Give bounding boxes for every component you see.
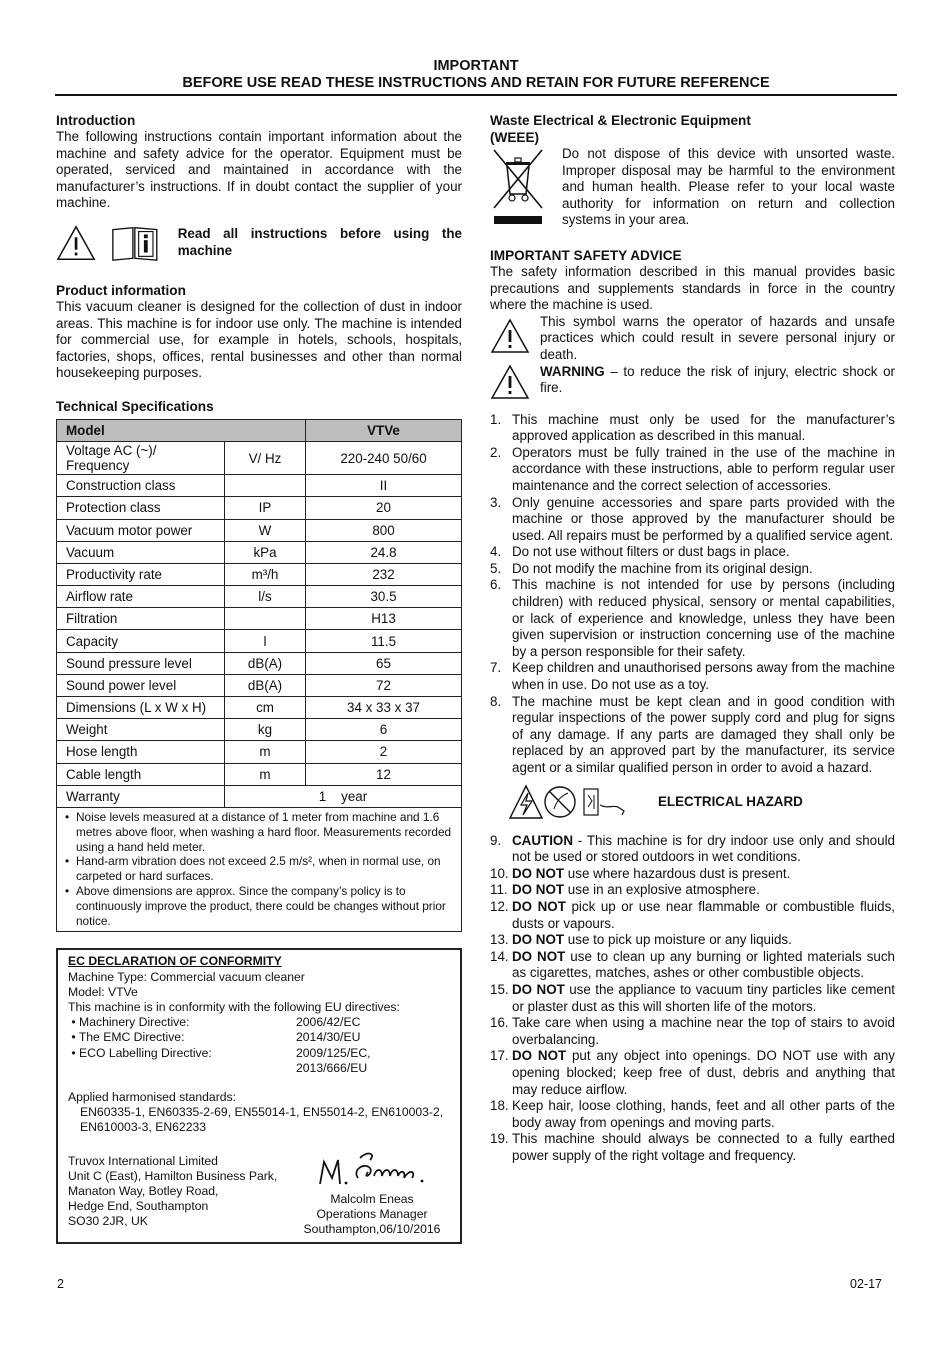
spec-value: 30.5 <box>306 586 462 608</box>
weee-row <box>490 146 895 229</box>
directive-row: 2013/666/EU <box>296 1060 368 1075</box>
safety-item-number: 14. <box>490 948 509 964</box>
safety-item <box>490 982 895 1015</box>
safety-item <box>490 445 895 495</box>
safety-item-body: use to clean up any burning or lighted materials such as cigarettes, matches, ashes or other combustible objects. <box>512 948 895 981</box>
spec-unit: m³/h <box>225 563 306 585</box>
safety-item <box>490 694 895 777</box>
spec-label: Vacuum motor power <box>57 519 225 541</box>
spec-row <box>57 519 462 541</box>
spec-label: Sound pressure level <box>57 652 225 674</box>
spec-row <box>57 475 462 497</box>
spec-value: 6 <box>306 719 462 741</box>
safety-item <box>490 932 895 949</box>
safety-item <box>490 949 895 982</box>
directive-row: • The EMC Directive: 2014/30/EU <box>68 1030 361 1045</box>
safety-item-text <box>512 694 895 777</box>
safety-item-body: use where hazardous dust is present. <box>564 865 791 881</box>
declaration-conformity: This machine is in conformity with the following EU directives: <box>68 999 400 1014</box>
spec-unit: m <box>225 741 306 763</box>
symbol-explanation-text: This symbol warns the operator of hazards and unsafe practices which could result in severe personal injury or death. <box>540 313 895 362</box>
electrical-hazard-icons <box>508 783 648 823</box>
safety-item <box>490 833 895 866</box>
read-instructions-text: Read all instructions before using the machine <box>177 226 462 258</box>
spec-warranty-row <box>57 785 462 807</box>
safety-item-text <box>512 495 895 545</box>
spec-value: 20 <box>306 497 462 519</box>
right-column <box>490 112 895 1164</box>
signatory-block: Malcolm Eneas Operations Manager Southampton,06/10/2016 <box>294 1148 450 1238</box>
header-instructions: BEFORE USE READ THESE INSTRUCTIONS AND RETAIN FOR FUTURE REFERENCE <box>182 75 770 91</box>
safety-item <box>490 899 895 932</box>
safety-item-emphasis: DO NOT <box>512 981 565 997</box>
safety-item-body: use to pick up moisture or any liquids. <box>564 932 792 948</box>
spec-header-model: Model <box>57 419 306 441</box>
spec-label: Airflow rate <box>57 586 225 608</box>
spec-value: 24.8 <box>306 541 462 563</box>
spec-header-row <box>57 419 462 441</box>
spec-value: 65 <box>306 652 462 674</box>
safety-item-body: use the appliance to vacuum tiny particles like cement or plaster dust as this will shorten life of the motors. <box>512 981 895 1014</box>
spec-row <box>57 541 462 563</box>
safety-item-body: Keep hair, loose clothing, hands, feet and all other parts of the body away from openings and moving parts. <box>512 1098 895 1130</box>
weee-subtitle: (WEEE) <box>490 130 540 145</box>
safety-item <box>490 1048 895 1098</box>
spec-row <box>57 630 462 652</box>
declaration-footer <box>68 1148 450 1238</box>
safety-item-body: This machine is not intended for use by persons (including children) with reduced physical, sensory or mental capabilities, or lack of experience and knowledge, unless they have been given supervision or instruction concerning use of the machine by a person responsible for their safety. <box>512 577 895 659</box>
spec-header-vtve: VTVe <box>306 419 462 441</box>
safety-item-body: Keep children and unauthorised persons away from the machine when in use. Do not use as a toy. <box>512 660 895 693</box>
document-code: 02-17 <box>850 1277 882 1291</box>
spec-row <box>57 497 462 519</box>
weee-title: Waste Electrical & Electronic Equipment <box>490 113 751 128</box>
safety-item-number: 7. <box>490 660 502 676</box>
safety-item <box>490 495 895 545</box>
safety-item-body: The machine must be kept clean and in good condition with regular inspections of the power supply cord and plug for signs of any damage. If any parts are damaged they shall only be replaced by an approved part by the manufacturer, its service agent or a similar qualified person in order to avoid a hazard. <box>512 693 895 775</box>
safety-item-text <box>512 577 895 660</box>
electrical-hazard-row <box>508 783 895 823</box>
safety-item-text <box>512 833 895 866</box>
spec-note: • Above dimensions are approx. Since the company’s policy is to continuously improve the product, there could be changes without prior notice. <box>65 883 446 928</box>
spec-label: Sound power level <box>57 674 225 696</box>
spec-unit: m <box>225 763 306 785</box>
declaration-machine-type: Machine Type: Commercial vacuum cleaner <box>68 969 305 984</box>
safety-item-number: 3. <box>490 494 502 510</box>
spec-value: II <box>306 475 462 497</box>
standards-title: Applied harmonised standards: <box>68 1089 237 1104</box>
safety-intro: The safety information described in this manual provides basic precautions and supplements standards in force in the country where the machine is used. <box>490 263 895 313</box>
safety-item-number: 1. <box>490 411 502 427</box>
warning-text: WARNING – to reduce the risk of injury, electric shock or fire. <box>540 363 895 396</box>
safety-item <box>490 1015 895 1048</box>
crossed-bin-icon <box>490 146 548 228</box>
safety-item-number: 9. <box>490 832 502 848</box>
safety-item-number: 4. <box>490 544 502 560</box>
safety-item-number: 13. <box>490 932 509 948</box>
spec-notes <box>56 808 462 932</box>
safety-item <box>490 1098 895 1131</box>
spec-unit <box>225 608 306 630</box>
safety-item-text <box>512 1131 895 1164</box>
spec-unit: IP <box>225 497 306 519</box>
spec-row <box>57 442 462 475</box>
safety-item <box>490 561 895 578</box>
safety-item-body: pick up or use near flammable or combustible fluids, dusts or vapours. <box>512 898 895 931</box>
spec-value: 11.5 <box>306 630 462 652</box>
safety-item-number: 11. <box>490 882 508 898</box>
safety-item-text <box>512 561 895 578</box>
spec-unit: kPa <box>225 541 306 563</box>
safety-item <box>490 577 895 660</box>
safety-item-text <box>512 982 895 1015</box>
safety-item <box>490 412 895 445</box>
directive-row: • Machinery Directive: 2006/42/EC <box>68 1015 361 1030</box>
spec-value: 2 <box>306 741 462 763</box>
safety-list-b <box>490 833 895 1165</box>
safety-item <box>490 882 895 899</box>
spec-value: 12 <box>306 763 462 785</box>
safety-item-emphasis: DO NOT <box>512 882 565 898</box>
ec-declaration-box <box>56 948 462 1244</box>
specs-title: Technical Specifications <box>56 398 214 414</box>
safety-item-body: This machine must only be used for the manufacturer’s approved application as described in this manual. <box>512 411 895 444</box>
safety-item <box>490 544 895 561</box>
safety-item-text <box>512 660 895 693</box>
safety-item-body: Do not use without filters or dust bags in place. <box>512 544 790 560</box>
spec-table <box>56 419 462 808</box>
spec-unit: W <box>225 519 306 541</box>
spec-unit: V/ Hz <box>225 442 306 475</box>
safety-item-emphasis: DO NOT <box>512 898 566 914</box>
spec-label: Construction class <box>57 475 225 497</box>
intro-title: Introduction <box>56 113 136 128</box>
spec-row <box>57 719 462 741</box>
safety-item-text <box>512 899 895 932</box>
safety-item-number: 18. <box>490 1098 509 1114</box>
safety-item-number: 10. <box>490 865 509 881</box>
header-rule <box>55 94 897 96</box>
electrical-hazard-label: ELECTRICAL HAZARD <box>658 794 803 810</box>
spec-value: 232 <box>306 563 462 585</box>
spec-label: Hose length <box>57 741 225 763</box>
safety-list-a <box>490 412 895 777</box>
spec-warranty-value: 1 year <box>225 785 462 807</box>
safety-item-text <box>512 1015 895 1048</box>
spec-label: Weight <box>57 719 225 741</box>
safety-item-emphasis: DO NOT <box>512 948 566 964</box>
warning-triangle-icon <box>56 224 96 262</box>
spec-value: 800 <box>306 519 462 541</box>
spec-unit: kg <box>225 719 306 741</box>
safety-item-text <box>512 1048 895 1098</box>
spec-label: Capacity <box>57 630 225 652</box>
document-header <box>55 58 897 92</box>
safety-item-number: 15. <box>490 981 509 997</box>
safety-item <box>490 1131 895 1164</box>
standards-list: EN60335-1, EN60335-2-69, EN55014-1, EN55014-2, EN610003-2, EN610003-3, EN62233 <box>80 1105 444 1135</box>
safety-item-number: 12. <box>490 898 509 914</box>
spec-label: Voltage AC (~)/ Frequency <box>57 442 225 475</box>
company-address: Truvox International Limited Unit C (East), Hamilton Business Park, Manaton Way, Botley Road, Hedge End, Southampton SO30 2JR, UK <box>68 1153 278 1229</box>
safety-item-number: 17. <box>490 1048 509 1064</box>
safety-item-body: Take care when using a machine near the top of stairs to avoid overbalancing. <box>512 1015 895 1047</box>
safety-item-number: 2. <box>490 444 502 460</box>
spec-row <box>57 563 462 585</box>
declaration-model: Model: VTVe <box>68 984 138 999</box>
spec-value: 220-240 50/60 <box>306 442 462 475</box>
safety-item-number: 16. <box>490 1015 509 1031</box>
spec-label: Productivity rate <box>57 563 225 585</box>
header-important: IMPORTANT <box>433 58 519 74</box>
spec-row <box>57 608 462 630</box>
safety-item-emphasis: DO NOT <box>512 932 565 948</box>
safety-item-body: - This machine is for dry indoor use only and should not be used or stored outdoors in wet conditions. <box>512 832 895 865</box>
product-text: This vacuum cleaner is designed for the collection of dust in indoor areas. This machine is for indoor use only. The machine is intended for commercial use, for example in hotels, schools, hospitals, factories, shops, offices, rental businesses and other than normal housekeeping purposes. <box>56 298 462 381</box>
product-title: Product information <box>56 282 186 298</box>
spec-value: H13 <box>306 608 462 630</box>
safety-item-emphasis: CAUTION <box>512 832 573 848</box>
spec-value: 34 x 33 x 37 <box>306 697 462 719</box>
safety-item-body: Operators must be fully trained in the use of the machine in accordance with these instructions, able to perform regular user maintenance and the correct selection of accessories. <box>512 444 895 493</box>
warning-row <box>490 364 895 400</box>
read-instructions-row <box>56 224 462 262</box>
spec-label: Filtration <box>57 608 225 630</box>
spec-row <box>57 697 462 719</box>
manual-book-icon <box>110 224 160 262</box>
safety-item-text <box>512 949 895 982</box>
spec-label: Cable length <box>57 763 225 785</box>
spec-unit: cm <box>225 697 306 719</box>
symbol-explanation-row <box>490 314 895 364</box>
safety-item-text <box>512 445 895 495</box>
safety-title: IMPORTANT SAFETY ADVICE <box>490 247 682 263</box>
weee-text: Do not dispose of this device with unsorted waste. Improper disposal may be harmful to the environment and human health. Please refer to your local waste authority for information on return and collection systems in your area. <box>562 146 895 228</box>
spec-value: 72 <box>306 674 462 696</box>
spec-unit <box>225 475 306 497</box>
spec-row <box>57 674 462 696</box>
directive-row: • ECO Labelling Directive: 2009/125/EC, <box>68 1045 371 1060</box>
left-column <box>56 112 462 1244</box>
spec-row <box>57 741 462 763</box>
spec-row <box>57 763 462 785</box>
safety-item-body: Only genuine accessories and spare parts provided with the machine or those approved by the manufacturer should be used. All repairs must be performed by a qualified service agent. <box>512 494 895 543</box>
spec-warranty-label: Warranty <box>57 785 225 807</box>
spec-row <box>57 586 462 608</box>
safety-item-text <box>512 412 895 445</box>
safety-item-text <box>512 882 895 899</box>
warning-triangle-icon <box>490 318 530 354</box>
spec-label: Vacuum <box>57 541 225 563</box>
safety-item-body: This machine should always be connected to a fully earthed power supply of the right voltage and frequency. <box>512 1131 895 1163</box>
spec-unit: l/s <box>225 586 306 608</box>
spec-note: • Noise levels measured at a distance of 1 meter from machine and 1.6 metres above floor, when washing a hard floor. Measurements recorded using a hand held meter. <box>65 809 452 854</box>
spec-unit: l <box>225 630 306 652</box>
safety-item-body: use in an explosive atmosphere. <box>564 882 760 898</box>
declaration-title: EC DECLARATION OF CONFORMITY <box>68 954 282 969</box>
spec-label: Protection class <box>57 497 225 519</box>
safety-item-number: 5. <box>490 560 502 576</box>
spec-unit: dB(A) <box>225 652 306 674</box>
safety-item <box>490 660 895 693</box>
safety-item-emphasis: DO NOT <box>512 865 565 881</box>
safety-item-number: 6. <box>490 577 502 593</box>
safety-item <box>490 866 895 883</box>
spec-label: Dimensions (L x W x H) <box>57 697 225 719</box>
safety-item-number: 8. <box>490 693 502 709</box>
safety-item-text <box>512 932 895 949</box>
spec-unit: dB(A) <box>225 674 306 696</box>
spec-row <box>57 652 462 674</box>
safety-item-text <box>512 1098 895 1131</box>
safety-item-number: 19. <box>490 1131 509 1147</box>
safety-item-body: put any object into openings. DO NOT use with any opening blocked; keep free of dust, debris and anything that may reduce airflow. <box>512 1048 896 1097</box>
safety-item-body: Do not modify the machine from its original design. <box>512 560 813 576</box>
safety-item-text <box>512 544 895 561</box>
intro-text: The following instructions contain important information about the machine and safety advice for the operator. Equipment must be operated, serviced and maintained in accordance with the manufacturer’s instructions. If in doubt contact the supplier of your machine. <box>56 129 462 211</box>
signature-image <box>312 1148 432 1188</box>
safety-item-text <box>512 866 895 883</box>
spec-note: • Hand-arm vibration does not exceed 2.5 m/s², when in normal use, on carpeted or hard surfaces. <box>65 854 441 884</box>
warning-triangle-icon <box>490 364 530 400</box>
page-number: 2 <box>57 1277 64 1291</box>
safety-item-emphasis: DO NOT <box>512 1048 567 1064</box>
